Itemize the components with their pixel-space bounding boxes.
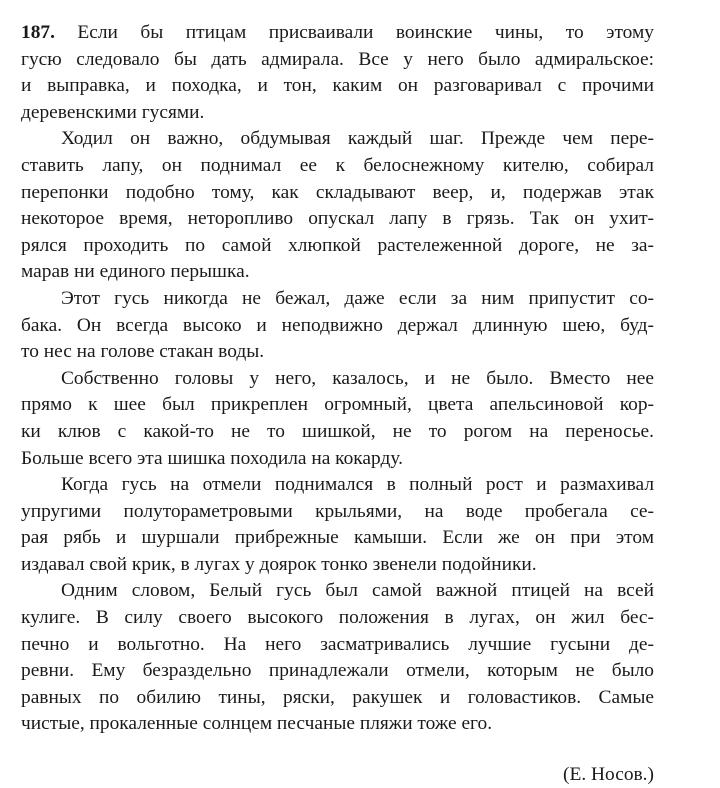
paragraph — [21, 20, 654, 126]
paragraph — [21, 286, 654, 366]
text-line: печно и вольготно. На него засматривались лучшие гусыни де- — [21, 633, 654, 655]
text-line: Ходил он важно, обдумывая каждый шаг. Прежде чем пере- — [61, 128, 654, 150]
text-line: ставить лапу, он поднимал ее к белоснежному кителю, собирал — [21, 154, 654, 176]
text-line: некоторое время, неторопливо опускал лапу в грязь. Так он ухит- — [21, 208, 654, 230]
text-line: и выправка, и походка, и тон, каким он разговаривал с прочими — [21, 75, 654, 97]
text-line: Одним словом, Белый гусь был самой важной птицей на всей — [61, 580, 654, 602]
text-line: ки клюв с какой-то не то шишкой, не то рогом на переносье. — [21, 420, 654, 442]
paragraph — [21, 472, 654, 578]
text-line: кулиге. В силу своего высокого положения в лугах, он жил бес- — [21, 607, 654, 629]
text-line: упругими полутораметровыми крыльями, на воде пробегала се- — [21, 500, 654, 522]
exercise-number: 187. — [21, 22, 55, 43]
text-line: чистые, прокаленные солнцем песчаные пляжи тоже его. — [21, 713, 493, 735]
text-line: рялся проходить по самой хлюпкой растележенной дороге, не за- — [21, 234, 654, 256]
text-line: марав ни единого перышка. — [21, 261, 250, 283]
text-line: гусю следовало бы дать адмирала. Все у него было адмиральское: — [21, 48, 654, 70]
text-line: рая рябь и шуршали прибрежные камыши. Если же он при этом — [21, 527, 654, 549]
text-line: прямо к шее был прикреплен огромный, цвета апельсиновой кор- — [21, 394, 654, 416]
text-line: деревенскими гусями. — [21, 101, 205, 123]
paragraph — [21, 126, 654, 286]
text-line: Собственно головы у него, казалось, и не было. Вместо нее — [61, 367, 654, 389]
text-line: Этот гусь никогда не бежал, даже если за ним припустит со- — [61, 287, 654, 309]
text-line: перепонки подобно тому, как складывают веер, и, подержав этак — [21, 181, 654, 203]
paragraph — [21, 366, 654, 472]
text-line: то нес на голове стакан воды. — [21, 341, 265, 363]
exercise-text — [21, 20, 654, 738]
text-line: ревни. Ему безраздельно принадлежали отмели, которым не было — [21, 660, 654, 682]
text-line: Когда гусь на отмели поднимался в полный рост и размахивал — [61, 474, 654, 496]
text-line: бака. Он всегда высоко и неподвижно держал длинную шею, буд- — [21, 314, 654, 336]
paragraph — [21, 578, 654, 738]
text-line: Больше всего эта шишка походила на кокарду. — [21, 447, 403, 469]
text-line: равных по обилию тины, ряски, ракушек и головастиков. Самые — [21, 686, 654, 708]
author-attribution: (Е. Носов.) — [563, 764, 654, 785]
text-line: издавал свой крик, в лугах у доярок тонко звенели подойники. — [21, 553, 537, 575]
text-line: 187. Если бы птицам присваивали воинские чины, то этому — [21, 22, 654, 43]
